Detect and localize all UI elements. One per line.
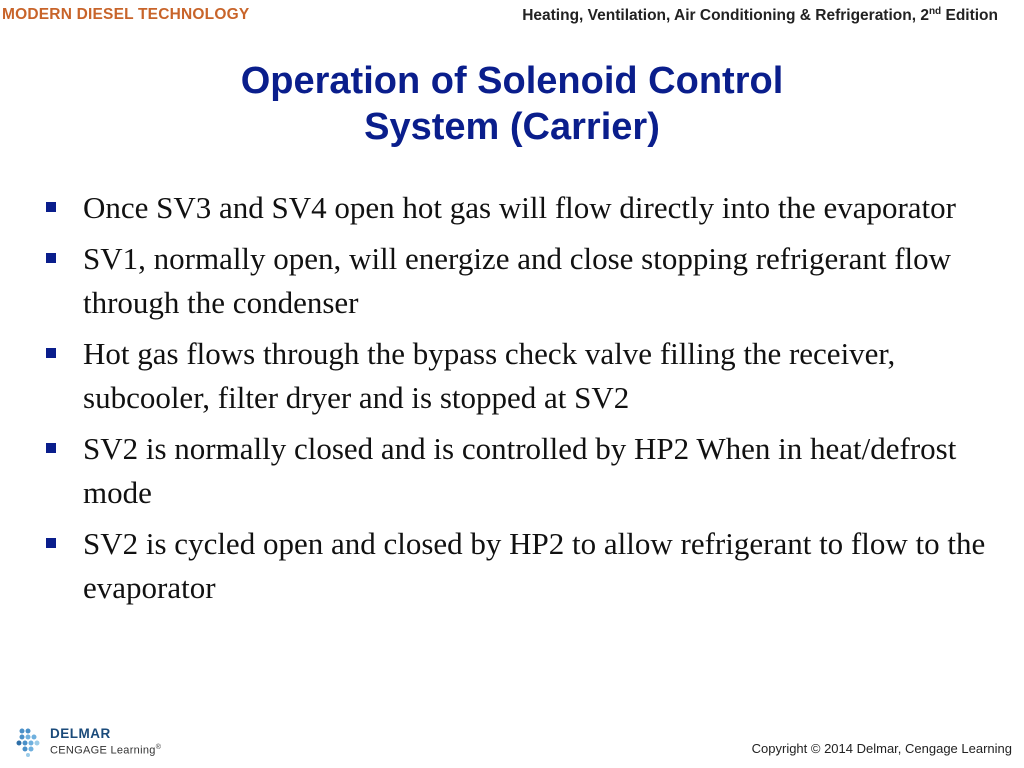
copyright-text: Copyright © 2014 Delmar, Cengage Learning bbox=[751, 741, 1012, 756]
slide-title-line-1: Operation of Solenoid Control bbox=[240, 60, 784, 102]
book-title-superscript: nd bbox=[928, 6, 942, 17]
bullet-text: Once SV3 and SV4 open hot gas will flow directly into the evaporator bbox=[83, 190, 956, 225]
bullet-item bbox=[46, 522, 996, 610]
square-bullet-icon bbox=[46, 202, 56, 212]
bullet-text: SV2 is normally closed and is controlled by HP2 When in heat/defrost mode bbox=[83, 431, 957, 510]
logo-text-cengage: CENGAGE Learning® bbox=[50, 744, 162, 757]
bullet-item bbox=[46, 427, 996, 515]
bullet-text: SV2 is cycled open and closed by HP2 to allow refrigerant to flow to the evaporator bbox=[83, 526, 986, 605]
delmar-dots-icon bbox=[16, 727, 44, 757]
square-bullet-icon bbox=[46, 253, 56, 263]
series-title: MODERN DIESEL TECHNOLOGY bbox=[2, 6, 250, 23]
square-bullet-icon bbox=[46, 348, 56, 358]
bullet-text: SV1, normally open, will energize and close stopping refrigerant flow through the condenser bbox=[83, 241, 952, 320]
logo-text bbox=[50, 727, 161, 758]
bullet-item bbox=[46, 237, 996, 325]
slide-title-line-2: System (Carrier) bbox=[364, 106, 660, 148]
book-title-main: Heating, Ventilation, Air Conditioning & Refrigeration, 2 bbox=[522, 7, 929, 24]
bullet-text: Hot gas flows through the bypass check valve filling the receiver, subcooler, filter dryer and is stopped at SV2 bbox=[83, 336, 896, 415]
bullet-item bbox=[46, 332, 996, 420]
bullet-item bbox=[46, 186, 996, 230]
logo-text-delmar: DELMAR bbox=[50, 726, 111, 741]
publisher-logo bbox=[16, 727, 161, 758]
slide-title bbox=[60, 58, 964, 150]
book-title bbox=[522, 6, 998, 25]
square-bullet-icon bbox=[46, 538, 56, 548]
bullet-list bbox=[46, 186, 996, 617]
square-bullet-icon bbox=[46, 443, 56, 453]
book-title-tail: Edition bbox=[941, 7, 998, 24]
